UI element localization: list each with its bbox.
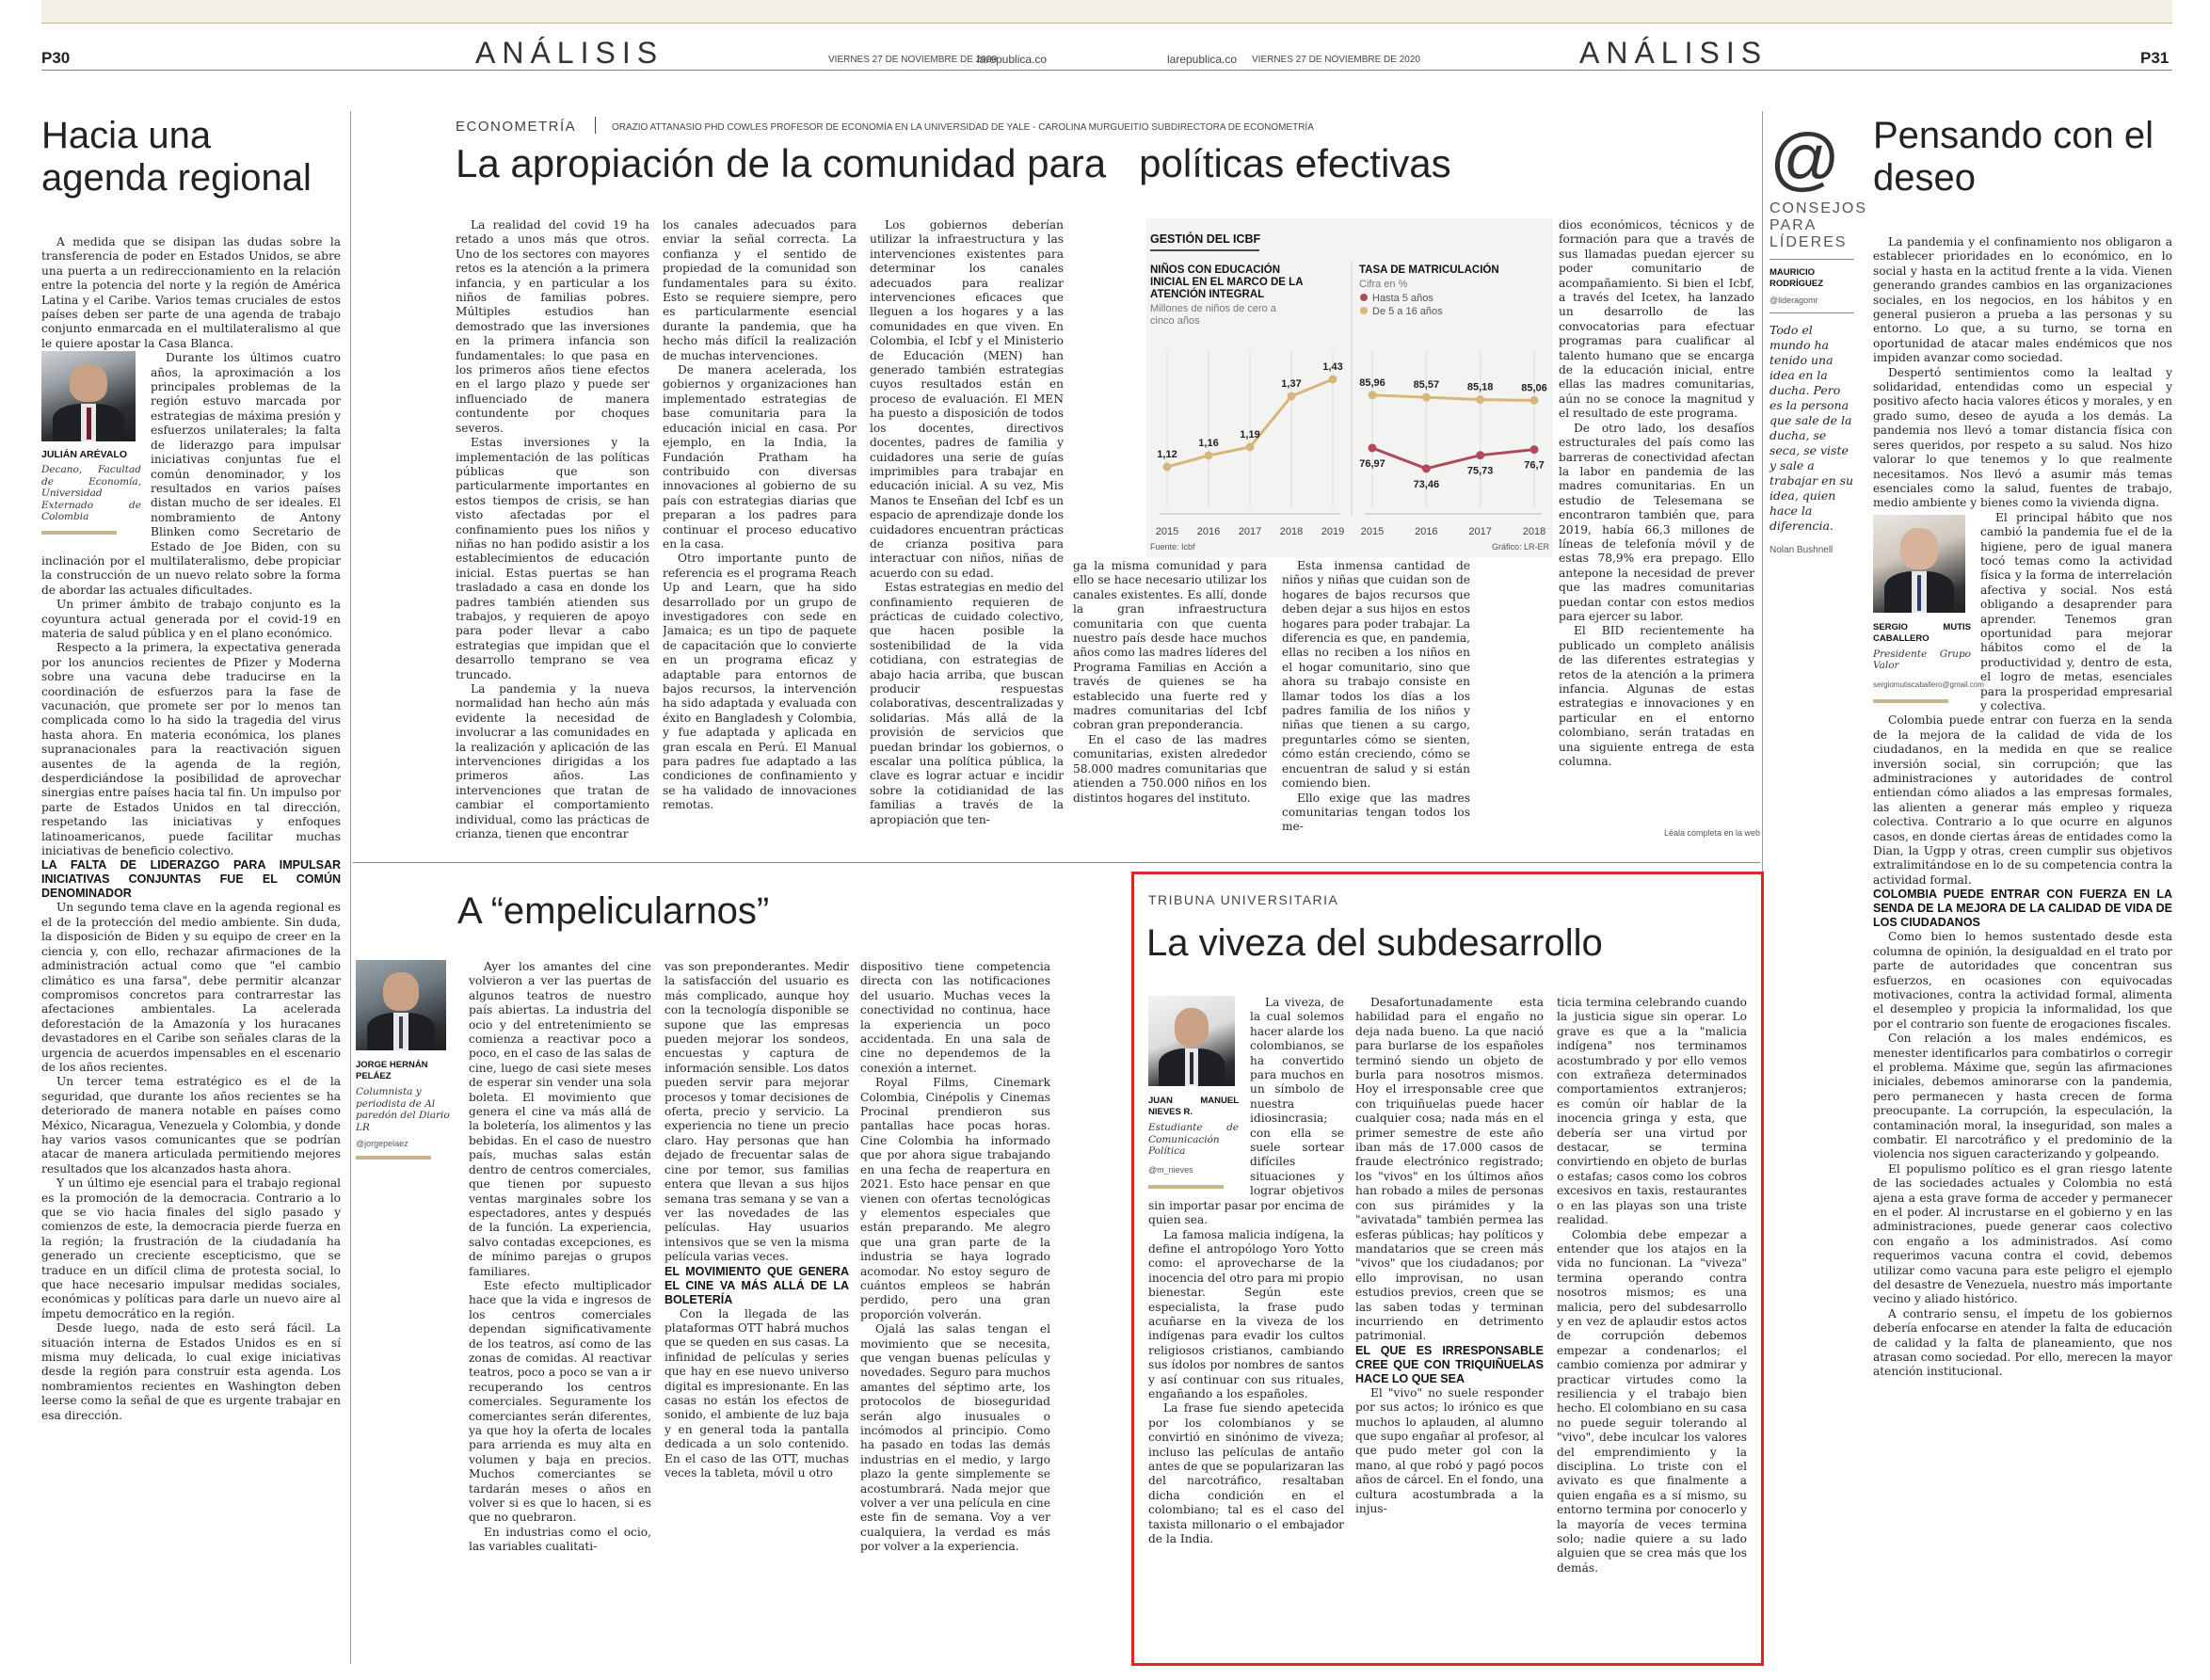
author-name: JORGE HERNÁN PELÁEZ (356, 1060, 428, 1081)
article-column (1282, 559, 1470, 849)
legend-label: De 5 a 16 años (1372, 306, 1443, 317)
paragraph: Royal Films, Cinemark Colombia, Cinépolis y Cinemas Procinal prendieron sus pantallas hace pocas horas. Cine Colombia ha informado que por ahora sigue trabajando en una fecha de reapertura en 2021. Esto hace pensar en que vienen con ofertas tecnológicas y elementos especiales que están preparando. Me alegro que una gran parte de la industria se haya logrado acomodar. No estoy seguro de cuántos empleos se habrán perdido, pero una gran proporción volverán. (860, 1076, 1050, 1321)
data-label: 85,96 (1359, 376, 1385, 389)
author-handle[interactable]: sergiomutiscaballero@gmail.com (1873, 680, 1984, 689)
data-point (1422, 464, 1431, 472)
kicker-tribuna: TRIBUNA UNIVERSITARIA (1148, 892, 1339, 907)
article-title-deseo: Pensando con el deseo (1873, 115, 2154, 199)
header-site-right[interactable]: larepublica.co (1167, 53, 1238, 66)
read-more-note[interactable]: Léala completa en la web (1664, 828, 1761, 838)
author-role: Decano, Facultad de Economía, Universidad Externado de Colombia (41, 464, 141, 523)
data-point (1530, 396, 1539, 405)
article-column (1559, 218, 1754, 821)
paragraph: El principal hábito que nos cambió la pandemia fue el de la higiene, pero de igual manera tocó temas como la actividad física y la forma de interrelación afectiva y social. Nos está obligando a desaprender para aprender. Tenemos gran oportunidad para mejorar hábitos como el de la productividad y, dentro de esta, el logro de metas, esenciales para la prosperidad empresarial y colectiva. (1980, 510, 2172, 712)
data-label: 85,57 (1413, 379, 1440, 392)
subheading: COLOMBIA PUEDE ENTRAR CON FUERZA EN LA SENDA DE LA MEJORA DE LA CALIDAD DE VIDA DE LOS CIUDADANOS (1873, 888, 2172, 930)
paragraph: El BID recientemente ha publicado un completo análisis de las diferentes estrategias y retos de la atención a la primera infancia. Algunas de estas estrategias e innovaciones y en particular en el entorno colombiano, serán tratadas en una siguiente entrega de esta columna. (1559, 624, 1754, 769)
paragraph: Ojalá las salas tengan el movimiento que se necesita, que vengan buenas películas y novedades. Seguro para muchos amantes del séptimo arte, los protocolos de bioseguridad serán algo inusuales o incómodos al principio. Como ha pasado en todas las demás industrias en el medio, y largo plazo la gente simplemente se acostumbrará. Nada mejor que volver a ver una película en cine este fin de semana. Voy a ver cualquiera, la verdad es más por volver a la experiencia. (860, 1322, 1050, 1554)
paragraph: En industrias como el ocio, las variables cualitati- (469, 1525, 651, 1554)
paragraph: Colombia puede entrar con fuerza en la senda de la mejora de la calidad de vida de los ciudadanos, en la medida en que se realice inversión social, sin corrupción; que las administraciones y autoridades de control entiendan cómo aliados a las empresas formales, las alienten a generar más empleo y riqueza colectiva. Contrario a lo que ocurre en algunos casos, en donde ciertas áreas de entidades como la Dian, la Ugpp y otras, creen cumplir sus objetivos extralimitándose en lo de su competencia contra la actividad formal. (1873, 713, 2172, 887)
data-label: 1,43 (1322, 361, 1343, 373)
kicker-econometria: ECONOMETRÍA (456, 119, 577, 135)
paragraph: ga la misma comunidad y para ello se hace necesario utilizar los canales existentes. Es allí, donde la gran infraestructura comunitaria con que cuenta nuestro país desde hace muchos años como las madres líderes del Programa Familias en Acción a través de quienes se ha establecido una fuerte red y madres comunitarias del Icbf cobran gran preponderancia. (1073, 559, 1267, 732)
data-label: 1,16 (1198, 438, 1219, 449)
data-point (1163, 463, 1172, 472)
data-label: 85,18 (1466, 381, 1494, 393)
article-title-cine: A “empelicularnos” (457, 890, 770, 932)
consejos-author: MAURICIO RODRÍGUEZ (1770, 267, 1823, 289)
divider (1770, 259, 1854, 260)
data-label: 85,06 (1521, 382, 1547, 394)
chart-panel (1146, 218, 1553, 557)
x-tick-label: 2017 (1468, 526, 1492, 537)
paragraph: Desde luego, nada de esto será fácil. La situación interna de Estados Unidos es en sí misma muy delicada, lo cual exige iniciativas desde la región para construir esta agenda. Los nombramientos recientes en Washington deben leerse como la señal de que es urgente trabajar en esa dirección. (41, 1321, 341, 1422)
article-body-regional (41, 235, 341, 1666)
data-point (1246, 443, 1255, 452)
section-title-right: ANÁLISIS (1579, 36, 1769, 70)
paragraph: Desafortunadamente esta habilidad para el engaño no deja nada bueno. La que nació para burlarse de los españoles terminó siendo un objeto de burla para nosotros mismos. Hoy el irresponsable cree que con triquiñuelas puede hacer cualquier cosa; nada más en el primer semestre de este año iban más de 17.000 casos de fraude electrónico registrado; los "vivos" en los últimos años han robado a miles de personas con sus pirámides y la "avivatada" también permea las esferas públicas; hay políticos y mandatarios que se creen más "vivos" que los ciudadanos; por ello improvisan, no usan estudios previos, creen que se las saben todas y terminan incurriendo en detrimento patrimonial. (1355, 996, 1544, 1343)
gold-bar (356, 1156, 431, 1160)
data-point (1288, 392, 1296, 401)
article-column (469, 960, 651, 1666)
x-tick-label: 2019 (1321, 526, 1345, 537)
chart-panel-subtitle: Cifra en % (1359, 279, 1408, 290)
data-point (1329, 376, 1337, 384)
subheading: EL QUE ES IRRESPONSABLE CREE QUE CON TRIQUIÑUELAS HACE LO QUE SEA (1355, 1343, 1544, 1385)
author-role: Estudiante de Comunicación Política (1148, 1122, 1239, 1157)
paragraph: De otro lado, los desafíos estructurales del país como las barreras de conectividad afectan la labor en pandemia de las madres comunitarias. En un estudio de Telesemana se encontraron también que, para 2019, había 66,3 millones de líneas de telefonía móvil y de estas 78,9% era prepago. Ello antepone la necesidad de prever que las madres comunitarias puedan contar con estos medios para ejercer su labor. (1559, 421, 1754, 623)
author-box (1873, 515, 1984, 703)
legend-swatch (1360, 307, 1368, 314)
data-label: 1,37 (1281, 378, 1302, 390)
data-point (1530, 445, 1539, 454)
consejos-label: CONSEJOS PARA LÍDERES (1770, 200, 1868, 250)
chart-panel-title: TASA DE MATRICULACIÓN (1359, 264, 1499, 276)
paragraph: La frase fue siendo apetecida por los colombianos y se convirtió en sinónimo de viveza; incluso las películas de antaño antes de que se popularizaran las del narcotráfico, resaltaban dicha condición en el colombiano; tal es el caso del taxista millonario o el embajador de la India. (1148, 1401, 1344, 1546)
chart-panel-subtitle: Millones de niños de cero a cinco años (1150, 303, 1276, 327)
header-date-right: VIERNES 27 DE NOVIEMBRE DE 2020 (1252, 55, 1420, 65)
article-column (456, 218, 649, 849)
paragraph: El populismo político es el gran riesgo latente de las sociedades actuales y Colombia no está ajena a esta grave forma de acceder y permanecer en el poder. Al incrustarse en el gobierno y en las administraciones, puede generar caos colectivo con engaño a los administrados. Así como requerimos vacuna contra el covid, debemos utilizar como vacuna para este peligro el ejemplo del desastre de Venezuela, nuestro más importante vecino y aliado histórico. (1873, 1161, 2172, 1306)
paragraph: Estas estrategias en medio del confinamiento requieren de prácticas de cuidado colectivo, que hacen posible la sostenibilidad de la vida cotidiana, con estrategias de abajo hacia arriba, que buscan producir respuestas colaborativas, descentralizadas y solidarias. Más allá de la provisión de servicios que puedan brindar los gobiernos, o escalar una política pública, la clave es lograr actuar e incidir sobre la cotidianidad de las familias a través de la apropiación que ten- (870, 581, 1064, 826)
article-column (870, 218, 1064, 849)
data-label: 75,73 (1466, 465, 1494, 477)
consejos-sidebar (1770, 119, 1868, 834)
paragraph: La pandemia y la nueva normalidad han hecho aún más evidente la necesidad de involucrar a las comunidades en la realización y aplicación de las intervenciones dirigidas a los primeros años. Las intervenciones que tratan de cambiar el comportamiento individual, como las prácticas de crianza, tienen que encontrar (456, 682, 649, 841)
paragraph: ticia termina celebrando cuando la justicia sigue sin operar. Lo grave es que a la "malicia indígena" nos terminamos acostumbrado y por ello vemos con extrañeza determinados comportamientos extranjeros; es común oír hablar de la inocencia gringa y esta, que debería ser una virtud por destacar, se termina convirtiendo en objeto de burlas o estafas; casos como los cobros excesivos en taxis, restaurantes o en las playas son una triste realidad. (1557, 996, 1747, 1227)
paragraph: Como bien lo hemos sustentado desde esta columna de opinión, la desigualdad en el trato por parte de autoridades que concentran sus esfuerzos, en ocasiones con equivocadas motivaciones, contra la actividad formal, alimenta el desempleo y propicia la informalidad, los que por el contrario son fuente de erogaciones fiscales. (1873, 930, 2172, 1031)
page-number-left: P30 (41, 49, 71, 67)
article-title-icbf: La apropiación de la comunidad para políticas efectivas (456, 141, 1451, 185)
paragraph: Un segundo tema clave en la agenda regional es el de la protección del medio ambiente. Sin duda, la disposición de Biden y su equipo de creer en la ciencia y, con ello, rechazar afirmaciones de la administración actual como que "el cambio climático es una farsa", debe permitir alcanzar compromisos concretos para contrarrestar las afectaciones ambientales. La acelerada deforestación de la Amazonía y los huracanes devastadores en el Caribe son señales claras de la urgencia de acuerdos impensables en el escenario de los años recientes. (41, 901, 341, 1074)
section-title-left: ANÁLISIS (475, 36, 665, 70)
author-photo (41, 351, 136, 441)
paragraph: Despertó sentimientos como la lealtad y solidaridad, entendidas como un especial y positivo afecto hacia valores éticos y morales, y en grado sumo, deseo de ayuda a los demás. La pandemia nos llevó a tomar distancia física con seres queridos, por respeto a su salud. Nos hizo valorar lo que tenemos y lo que realmente necesitamos. Nos llevó a asumir más temas esenciales como la salud, fuentes de trabajo, medio ambiente y bienes como la vivienda digna. (1873, 365, 2172, 510)
data-point (1205, 452, 1213, 460)
paragraph: Esta inmensa cantidad de niños y niñas que cuidan son de hogares de bajos recursos que deben dejar a sus hijos en estos hogares para poder trabajar. La diferencia es que, en pandemia, ellas no reciben a los niños en el hogar comunitario, sino que ahora su trabajo consiste en llamar todos los días a los padres familia de los niños y niñas que tienen a su cargo, preguntarles cómo se sienten, cómo están creciendo, cómo se encuentran de salud y si están comiendo bien. (1282, 559, 1470, 791)
author-handle[interactable]: @jorgepelaez (356, 1139, 408, 1148)
chart-panel-title: NIÑOS CON EDUCACIÓN INICIAL EN EL MARCO DE LA ATENCIÓN INTEGRAL (1150, 264, 1304, 300)
data-point (1476, 451, 1484, 459)
paragraph: Los gobiernos deberían utilizar la infraestructura y las intervenciones existentes para determinar los canales adecuados para realizar intervenciones eficaces que lleguen a los hogares y a las comunidades en que viven. En Colombia, el Icbf y el Ministerio de Educación (MEN) han generado también estrategias cuyos resultados están en proceso de evaluación. El MEN ha puesto a disposición de todos los docentes, directivos docentes, padres de familia y cuidadores una serie de guías imprimibles para trabajar en educación inicial. A su vez, Mis Manos te Enseñan del Icbf es un espacio de aprendizaje donde los cuidadores encuentran prácticas de crianza positiva para interactuar con niños, niñas de acuerdo con su edad. (870, 218, 1064, 580)
x-tick-label: 2018 (1522, 526, 1546, 537)
quote-text: Todo el mundo ha tenido una idea en la ducha. Pero es la persona que sale de la ducha, se seca, se viste y sale a trabajar en su idea, quien hace la diferencia. (1770, 323, 1854, 533)
paragraph: los canales adecuados para enviar la señal correcta. La confianza y el sentido de propiedad de la comunidad son fundamentales para su éxito. Esto se requiere siempre, pero es particularmente esencial durante la pandemia, que ha hecho más difícil la realización de muchas intervenciones. (663, 218, 857, 362)
x-tick-label: 2015 (1155, 526, 1179, 537)
icbf-chart (1146, 218, 1553, 557)
paragraph: La pandemia y el confinamiento nos obligaron a establecer prioridades en lo económico, en lo social y hasta en la actitud frente a la vida. Vienen generando grandes cambios en las organizaciones sociales, en los negocios, en los hábitos y en general pusieron a prueba a las personas y su entorno. Lo que, a su turno, se torna en oportunidad de atacar males endémicos que nos impiden avanzar como sociedad. (1873, 235, 2172, 365)
paragraph: Con relación a los males endémicos, es menester identificarlos para combatirlos o corregir el problema. Máxime que, según las afirmaciones iniciales, debemos aminorarse con la pandemia, pero permanecen y hasta crecen de forma preocupante. La corrupción, la especulación, la contaminación moral, la inseguridad, son males a combatir. El narcotráfico y el predominio de la violencia nos siguen caracterizando y golpeando. (1873, 1032, 2172, 1161)
author-name: JUAN MANUEL NIEVES R. (1148, 1096, 1239, 1117)
article-authors: ORAZIO ATTANASIO PHD COWLES PROFESOR DE ECONOMÍA EN LA UNIVERSIDAD DE YALE - CAROLINA MURGUEITIO SUBDIRECTORA DE ECONOMETRÍA (612, 122, 1314, 133)
data-label: 1,12 (1157, 449, 1177, 460)
article-title-regional: Hacia una agenda regional (41, 115, 312, 199)
data-point (1476, 395, 1484, 404)
author-box (1148, 996, 1239, 1189)
subheading: EL MOVIMIENTO QUE GENERA EL CINE VA MÁS ALLÁ DE LA BOLETERÍA (665, 1264, 849, 1306)
author-box (356, 960, 454, 1160)
article-column (1148, 996, 1344, 1655)
article-column (665, 960, 849, 1666)
data-point (1369, 391, 1377, 399)
paragraph: Con la llegada de las plataformas OTT habrá muchos que se queden en sus casas. La infinidad de películas y series que hay en ese nuevo universo digital es impresionante. En las casas no están los efectos de sonido, el ambiente de luz baja y en general toda la pantalla dedicada a un solo contenido. En el caso de las OTT, muchas veces la tableta, móvil u otro (665, 1306, 849, 1480)
author-photo (1873, 515, 1965, 613)
top-band (41, 0, 2172, 24)
subheading: LA FALTA DE LIDERAZGO PARA IMPULSAR INICIATIVAS CONJUNTAS FUE EL COMÚN DENOMINADOR (41, 858, 341, 901)
at-symbol-icon: @ (1770, 120, 1841, 198)
paragraph: Y un último eje esencial para el trabajo regional es la promoción de la democracia. Contrario a lo que se vio hacia finales del siglo pasado y comienzos de este, la democracia pierde fuerza en la región; la frustración de la ciudadanía ha generado un creciente escepticismo, que se traduce en un difícil clima de protesta social, lo que hace necesario impulsar medidas sociales, económicas y políticas para darle un nuevo aire al ímpetu democrático en la región. (41, 1176, 341, 1320)
divider (1770, 312, 1854, 313)
data-label: 76,7 (1524, 459, 1545, 472)
data-point (1369, 443, 1377, 452)
paragraph: Estas inversiones y la implementación de las políticas públicas que son particularmente importantes en estos tiempos de crisis, se han visto afectadas por el confinamiento pues los niños y niñas no han podido asistir a los establecimientos de educación inicial. Estas puertas se han trasladado a casa en donde los padres también atienden sus trabajos, y requieren de apoyo para poder llevar a cabo estrategias que impidan que el desarrollo temprano se vea truncado. (456, 436, 649, 681)
series-line (1372, 395, 1534, 401)
data-label: 1,19 (1240, 429, 1260, 440)
paragraph: Ayer los amantes del cine volvieron a ver las puertas de algunos teatros de nuestro país abiertas. La industria del ocio y del entretenimiento se comienza a reactivar poco a poco, en el caso de las salas de cine, luego de casi siete meses de esperar sin vender una sola boleta. El movimiento que genera el cine va más allá de la boletería, los alimentos y las bebidas. En el caso de nuestro país, muchas salas están dentro de centros comerciales, que tienen por supuesto ventas marginales sobre los espectadores, antes y después de la función. La experiencia, salvo contadas excepciones, es de mínimo parejas o grupos familiares. (469, 960, 651, 1278)
x-tick-label: 2017 (1238, 526, 1262, 537)
page-number-right: P31 (2140, 49, 2170, 67)
paragraph: Ello exige que las madres comunitarias tengan todos los me- (1282, 791, 1470, 834)
paragraph: A medida que se disipan las dudas sobre la transferencia de poder en Estados Unidos, se abre una puerta a un redireccionamiento en la relación entre la potencia del norte y la región de América Latina y el Caribe. Varios temas cruciales de estos países deben ser parte de una agenda de trabajo conjunto enmarcada en el multilateralismo al que le quiere apostar la Casa Blanca. (41, 235, 341, 350)
paragraph: vas son preponderantes. Medir la satisfacción del usuario es más complicado, aunque hoy con la tecnología disponible se supone que las empresas pueden mejorar los sondeos, encuestas y captura de información sensible. Los datos pueden servir para mejorar procesos y tomar decisiones de oferta, precio y servicio. La experiencia no tiene un precio claro. Hay personas que han dejado de frecuentar salas de cine por temor, sus familias entera que llevan a sus hijos semana tras semana y se van a ver las novedades de las películas. Hay usuarios intensivos que se ven la misma película varias veces. (665, 960, 849, 1264)
paragraph: Este efecto multiplicador hace que la vida e ingresos de los centros comerciales dependan significativamente de los teatros, así como de las zonas de comidas. Al reactivar teatros, poco a poco se van a ir recuperando los centros comerciales. Seguramente los comerciantes serán diferentes, ya que hoy la oferta de locales para arrienda es muy alta en volumen y baja en precios. Muchos comerciantes se tardarán meses o años en volver si es que lo hacen, si es que no quebraron. (469, 1278, 651, 1525)
quote-author: Nolan Bushnell (1770, 545, 1834, 555)
author-role: Presidente Grupo Valor (1873, 648, 1971, 672)
article-column (860, 960, 1050, 1666)
chart-panel-matriculacion (1359, 264, 1547, 537)
section-divider (353, 862, 1760, 863)
x-tick-label: 2016 (1196, 526, 1221, 537)
article-column (1557, 996, 1747, 1655)
kicker-divider (595, 117, 596, 134)
article-column (663, 218, 857, 849)
paragraph: Durante los últimos cuatro años, la aproximación a los principales problemas de la región estuvo marcada por estrategias de máxima presión y esfuerzos unilaterales; la falta de liderazgo para impulsar iniciativas conjuntas fue el común denominador, y los resultados en varios países distan mucho de ser ideales. El nombramiento de Antony Blinken como Secretario de Estado de Joe Biden, con su inclinación por el multilateralismo, debe propiciar la construcción de un nuevo relato sobre la forma de abordar las actuales dificultades. (41, 351, 341, 597)
paragraph: El "vivo" no suele responder por sus actos; lo irónico es que muchos lo aplauden, al alumno que supo engañar al profesor, al que pudo meter gol con la mano, al que robó y pagó pocos años de cárcel. En el fondo, una cultura acostumbrada a la injus- (1355, 1385, 1544, 1515)
legend-label: Hasta 5 años (1372, 293, 1433, 304)
consejos-handle[interactable]: @lideragomr (1770, 296, 1818, 305)
header-date-left: VIERNES 27 DE NOVIEMBRE DE 2020 (828, 55, 997, 65)
article-column (1073, 559, 1267, 849)
article-body-deseo (1873, 235, 2172, 1666)
series-line (1372, 448, 1534, 469)
data-point (1422, 393, 1431, 402)
author-name: JULIÁN ARÉVALO (41, 449, 128, 461)
x-tick-label: 2018 (1279, 526, 1304, 537)
article-column (1355, 996, 1544, 1655)
chart-source: Fuente: Icbf (1150, 542, 1195, 552)
paragraph: Un tercer tema estratégico es el de la seguridad, que durante los años recientes se ha deteriorado de manera notable en países como México, Nicaragua, Venezuela y Colombia, y donde hay varios vasos comunicantes que se podrían atacar de manera articulada permitiendo mejores resultados que los alcanzados hasta ahora. (41, 1075, 341, 1176)
column-divider (350, 111, 351, 1664)
gold-bar (1873, 699, 1948, 703)
data-label: 73,46 (1413, 478, 1440, 490)
paragraph: La famosa malicia indígena, la define el antropólogo Yoro Yotto como: el aprovecharse de la inocencia del otro para mi propio bienestar. Según este especialista, la frase pudo acuñarse en la viveza de los indígenas para evadir los cultos religiosos cristianos, cambiando sus ídolos por nombres de santos y así continuar con sus rituales, engañando a los españoles. (1148, 1227, 1344, 1400)
paragraph: A contrario sensu, el ímpetu de los gobiernos debería enfocarse en atender la falta de educación de calidad y la falta de planeamiento, que nos atrasan como sociedad. Por ello, merecen la mayor atención institucional. (1873, 1306, 2172, 1379)
x-tick-label: 2015 (1360, 526, 1385, 537)
author-box (41, 351, 141, 535)
data-label: 76,97 (1359, 457, 1385, 470)
paragraph: dios económicos, técnicos y de formación para que a través de sus llamadas puedan ejercer su poder comunitario de acompañamiento. Si bien el Icbf, a través del Icetex, ha lanzado un desarrollo de las convocatorias para efectuar programas para cualificar al talento humano que se encarga de la educación inicial, entre ellas las madres comunitarias, aún no se conoce la magnitud y el resultado de este programa. (1559, 218, 1754, 421)
paragraph: Otro importante punto de referencia es el programa Reach Up and Learn, que ha sido desarrollado por un grupo de investigadores con sede en Jamaica; es un tipo de paquete de capacitación que lo convierte en un programa eficaz y adaptable para entornos de bajos recursos, la intervención ha sido adaptada y evaluada con éxito en Bangladesh y Colombia, y fue adaptada y aplicada en gran escala en Perú. El Manual para padres fue adaptado a las condiciones de confinamiento y se ha validado de innovaciones remotas. (663, 552, 857, 812)
paragraph: De manera acelerada, los gobiernos y organizaciones han implementado estrategias de base comunitaria para la educación inicial en casa. Por ejemplo, en la India, la Fundación Pratham ha contribuido con diversas innovaciones al gobierno de su país con estrategias diarias que preparan a los padres para continuar el proceso educativo en la casa. (663, 363, 857, 551)
paragraph: En el caso de las madres comunitarias, existen alrededor 58.000 madres comunitarias que atienden a 750.000 niños en los distintos hogares del instituto. (1073, 732, 1267, 805)
author-handle[interactable]: @m_nieves (1148, 1164, 1193, 1175)
x-tick-label: 2016 (1415, 526, 1438, 537)
legend-swatch (1360, 294, 1368, 301)
author-name: SERGIO MUTIS CABALLERO (1873, 621, 1971, 644)
chart-panel-ninos (1150, 264, 1344, 537)
chart-credit: Gráfico: LR-ER (1491, 542, 1549, 552)
header-site-left[interactable]: larepublica.co (977, 53, 1048, 66)
gold-bar (1148, 1185, 1224, 1189)
chart-title: GESTIÓN DEL ICBF (1150, 232, 1261, 246)
paragraph: Un primer ámbito de trabajo conjunto es la coyuntura actual generada por el covid-19 en materia de salud pública y en el plano económico. (41, 598, 341, 640)
author-photo (1148, 996, 1235, 1086)
paragraph: Colombia debe empezar a entender que los atajos en la vida no funcionan. La "viveza" termina operando contra nosotros mismos; es una malicia, pero del subdesarrollo y en vez de aplaudir estos actos de corrupción debemos empezar a condenarlos; el cambio comienza por admirar y practicar virtudes como la resiliencia y el trabajo bien hecho. El colombiano en su casa no puede seguir tolerando al "vivo", debe inculcar los valores del emprendimiento y la disciplina. Lo triste con el avivato es que finalmente a quien engaña es a sí mismo, su entorno termina por conocerlo y la mayoría de veces termina solo; nadie quiere a su lado alguien que se crea más que los demás. (1557, 1227, 1747, 1575)
article-title-viveza: La viveza del subdesarrollo (1146, 922, 1603, 964)
header-rule (41, 70, 2172, 71)
paragraph: La viveza, de la cual solemos hacer alarde los colombianos, se ha convertido para muchos en un símbolo de nuestra idiosincrasia; con ella se suele sortear difíciles situaciones y lograr objetivos sin importar pasar por encima de quien sea. (1148, 996, 1344, 1227)
paragraph: dispositivo tiene competencia directa con las notificaciones del usuario. Muchas veces la conectividad no continua, hace la experiencia un poco accidentada. En una sala de cine no dependemos de la conexión a internet. (860, 960, 1050, 1075)
author-role: Columnista y periodista de Al paredón del Diario LR (356, 1086, 450, 1133)
gold-bar (41, 531, 117, 535)
paragraph: Respecto a la primera, la expectativa generada por los anuncios recientes de Pfizer y Moderna sobre una vacuna debe traducirse en la coordinación de esfuerzos para la fase de vacunación, que promete ser por lo menos tan complicada como lo ha sido la tragedia del virus hasta ahora. En materia económica, los planes supranacionales para la reactivación siguen ausentes de la agenda de la región, desperdiciándose la posibilidad de aprovechar sinergias entre países hacia tal fin. Un impulso por parte de Estados Unidos en tal dirección, respetando las iniciativas y enfoques latinoamericanos, puede facilitar muchas iniciativas de beneficio colectivo. (41, 641, 341, 858)
author-photo (356, 960, 446, 1050)
paragraph: La realidad del covid 19 ha retado a unos más que otros. Uno de los sectores con mayores retos es la atención a la primera infancia, y en particular a los niños de familias pobres. Múltiples estudios han demostrado que las inversiones en la primera infancia son fundamentales: lo que pasa en los primeros años tiene efectos en el largo plazo y puede ser influenciado de manera contundente por choques severos. (456, 218, 649, 435)
